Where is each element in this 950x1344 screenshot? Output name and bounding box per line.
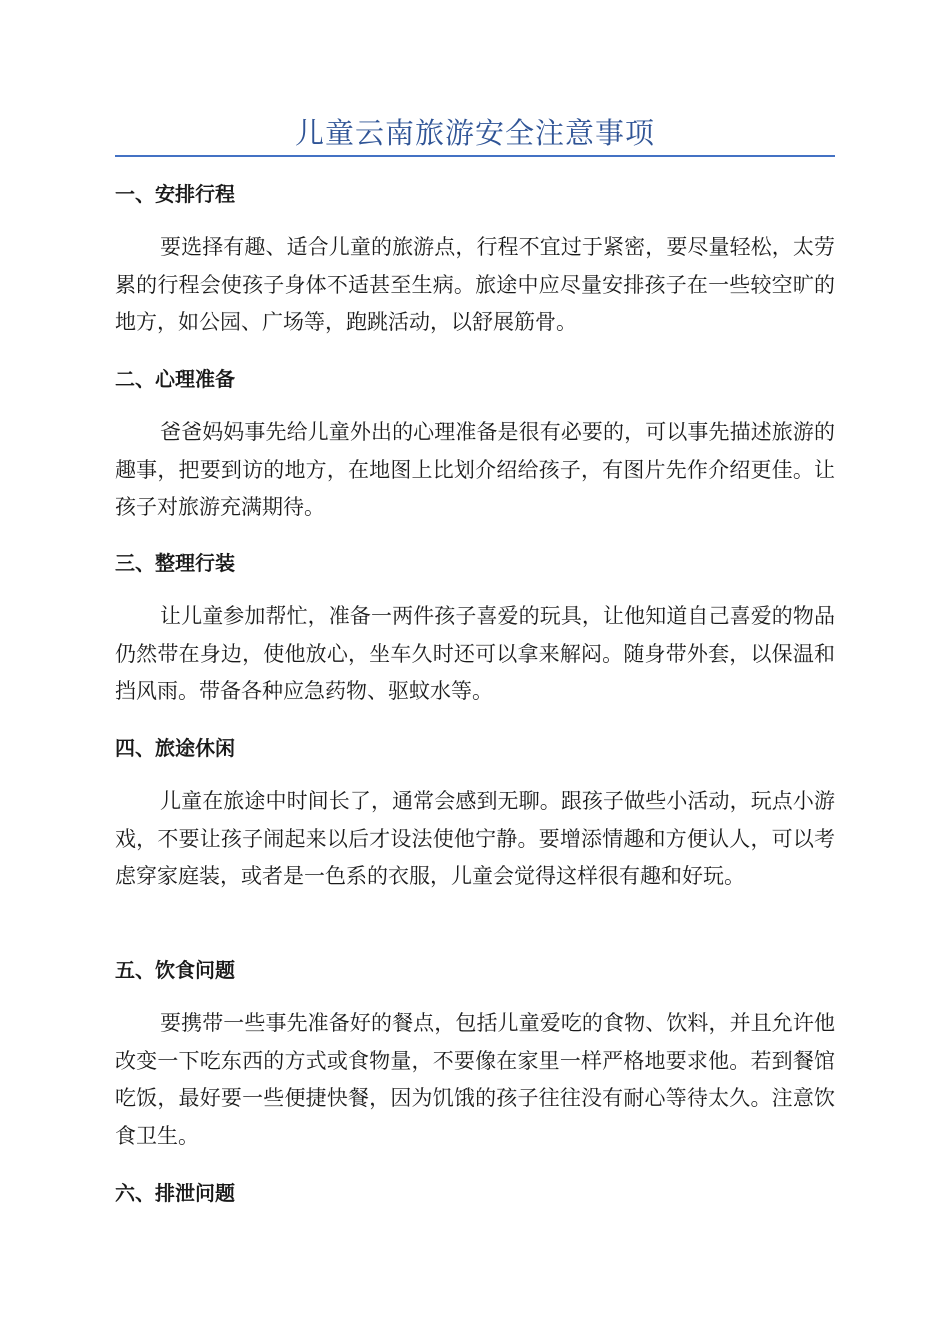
section-body-3: 让儿童参加帮忙，准备一两件孩子喜爱的玩具，让他知道自己喜爱的物品仍然带在身边，使他放心，坐车久时还可以拿来解闷。随身带外套，以保温和挡风雨。带备各种应急药物、驱蚊水等。 [115,604,835,703]
document-title: 儿童云南旅游安全注意事项 [294,116,655,150]
section-body-5: 要携带一些事先准备好的餐点，包括儿童爱吃的食物、饮料，并且允许他改变一下吃东西的方式或食物量，不要像在家里一样严格地要求他。若到餐馆吃饭，最好要一些便捷快餐，因为饥饿的孩子往往没有耐心等待太久。注意饮食卫生。 [115,1011,835,1148]
section-body-2: 爸爸妈妈事先给儿童外出的心理准备是很有必要的，可以事先描述旅游的趣事，把要到访的地方，在地图上比划介绍给孩子，有图片先作介绍更佳。让孩子对旅游充满期待。 [115,420,835,519]
section-heading-3: 三、整理行装 [115,551,235,575]
section-heading-6: 六、排泄问题 [115,1181,235,1205]
section-heading-1: 一、安排行程 [115,182,235,206]
section-heading-4: 四、旅途休闲 [115,736,235,760]
section-body-1: 要选择有趣、适合儿童的旅游点，行程不宜过于紧密，要尽量轻松，太劳累的行程会使孩子身体不适甚至生病。旅途中应尽量安排孩子在一些较空旷的地方，如公园、广场等，跑跳活动，以舒展筋骨。 [115,235,835,334]
section-heading-2: 二、心理准备 [115,367,235,391]
section-body-4: 儿童在旅途中时间长了，通常会感到无聊。跟孩子做些小活动，玩点小游戏，不要让孩子闹起来以后才设法使他宁静。要增添情趣和方便认人，可以考虑穿家庭装，或者是一色系的衣服，儿童会觉得这样很有趣和好玩。 [115,789,835,888]
section-heading-5: 五、饮食问题 [115,958,235,982]
title-underline [115,155,835,157]
